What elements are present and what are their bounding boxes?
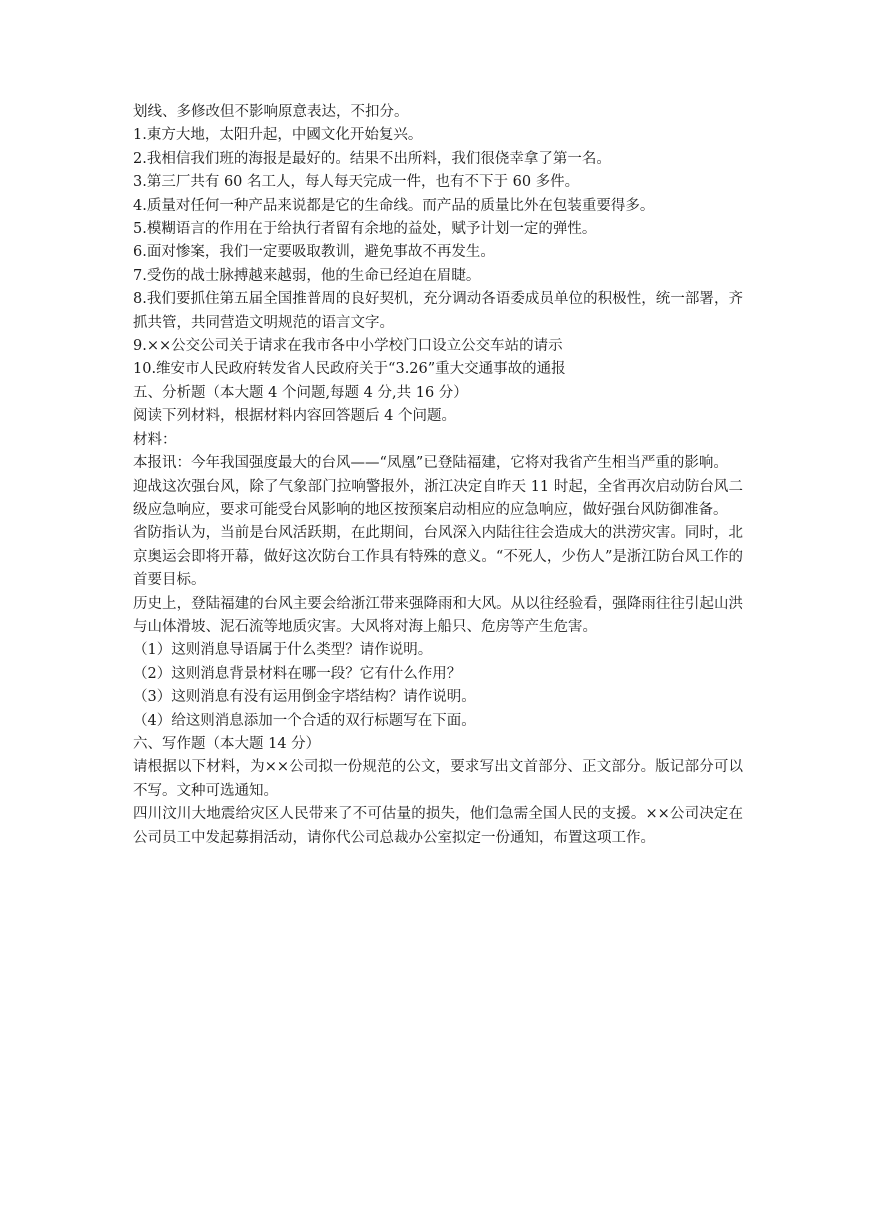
list-item: 2.我相信我们班的海报是最好的。结果不出所料，我们很侥幸拿了第一名。 <box>133 150 611 167</box>
list-item: 4.质量对任何一种产品来说都是它的生命线。而产品的质量比外在包装重要得多。 <box>133 197 655 214</box>
document-body <box>133 101 743 850</box>
correction-items-list <box>133 124 743 381</box>
list-item: 1.東方大地，太阳升起，中國文化开始复兴。 <box>133 127 423 144</box>
material-paragraph: 本报讯：今年我国强度最大的台风——“凤凰”已登陆福建，它将对我省产生相当严重的影响。 <box>133 455 728 472</box>
question-item: （4）给这则消息添加一个合适的双行标题写在下面。 <box>133 712 476 729</box>
list-item: 7.受伤的战士脉搏越来越弱，他的生命已经迫在眉睫。 <box>133 267 481 284</box>
material-paragraph: 迎战这次强台风，除了气象部门拉响警报外，浙江决定自昨天 11 时起，全省再次启动防台风二级应急响应，要求可能受台风影响的地区按预案启动相应的应急响应，做好强台风防御准备。 <box>133 478 743 518</box>
material-label: 材料： <box>133 431 177 448</box>
intro-line: 划线、多修改但不影响原意表达，不扣分。 <box>133 104 409 120</box>
material-paragraph: 省防指认为，当前是台风活跃期，在此期间，台风深入内陆往往会造成大的洪涝灾害。同时，北京奥运会即将开幕，做好这次防台工作具有特殊的意义。“不死人，少伤人”是浙江防台风工作的首要目标。 <box>133 525 743 589</box>
material-paragraph: 历史上，登陆福建的台风主要会给浙江带来强降雨和大风。从以往经验看，强降雨往往引起山洪与山体滑坡、泥石流等地质灾害。大风将对海上船只、危房等产生危害。 <box>133 595 743 635</box>
section-heading: 六、写作题（本大题 14 分） <box>133 735 321 752</box>
writing-paragraph: 四川汶川大地震给灾区人民带来了不可估量的损失，他们急需全国人民的支援。××公司决定在公司员工中发起募捐活动，请你代公司总裁办公室拟定一份通知，布置这项工作。 <box>133 806 743 846</box>
list-item: 5.模糊语言的作用在于给执行者留有余地的益处，赋予计划一定的弹性。 <box>133 221 597 238</box>
writing-paragraph: 请根据以下材料，为××公司拟一份规范的公文，要求写出文首部分、正文部分。版记部分可以不写。文种可选通知。 <box>133 759 743 799</box>
list-item: 10.维安市人民政府转发省人民政府关于“3.26”重大交通事故的通报 <box>133 361 566 378</box>
question-item: （1）这则消息导语属于什么类型？请作说明。 <box>133 642 433 659</box>
section-instruction: 阅读下列材料，根据材料内容回答题后 4 个问题。 <box>133 408 456 425</box>
list-item: 9.××公交公司关于请求在我市各中小学校门口设立公交车站的请示 <box>133 338 563 355</box>
section-writing <box>133 733 743 850</box>
list-item: 3.第三厂共有 60 名工人，每人每天完成一件，也有不下于 60 多件。 <box>133 174 580 191</box>
section-heading: 五、分析题（本大题 4 个问题,每题 4 分,共 16 分） <box>133 384 468 401</box>
question-item: （3）这则消息有没有运用倒金字塔结构？请作说明。 <box>133 689 476 706</box>
list-item: 6.面对惨案，我们一定要吸取教训，避免事故不再发生。 <box>133 244 495 261</box>
section-analysis <box>133 382 743 733</box>
question-item: （2）这则消息背景材料在哪一段？它有什么作用？ <box>133 665 462 682</box>
list-item: 8.我们要抓住第五届全国推普周的良好契机，充分调动各语委成员单位的积极性，统一部署，齐抓共管，共同营造文明规范的语言文字。 <box>133 291 743 331</box>
